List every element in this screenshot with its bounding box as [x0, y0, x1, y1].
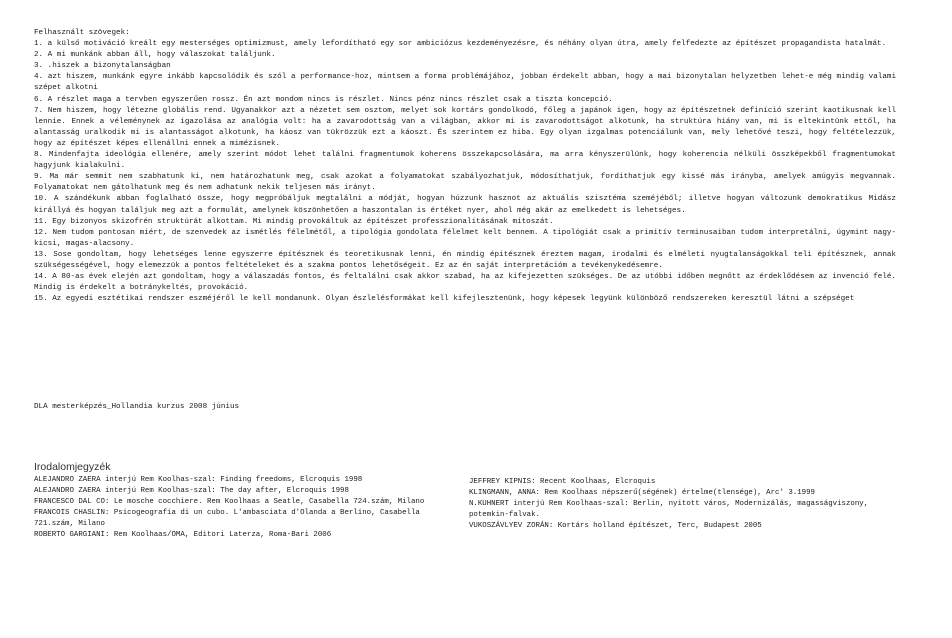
- bibliography-left-column: [34, 475, 462, 540]
- bibliography-entry: KLINGMANN, ANNA: Rem Koolhaas népszerű(ségének) értelme(tlensége), Arc' 3.1999: [469, 488, 815, 497]
- source-item: 6. A részlet maga a tervben egyszerűen rossz. Én azt mondom nincs is részlet. Nincs pénz nincs részlet csak a tiszta koncepció.: [34, 95, 613, 104]
- source-item: 8. Mindenfajta ideológia ellenére, amely szerint módot lehet találni fragmentumok koherens összekapcsolására, ma arra kényszerülünk, hogy koherencia nélküli összképekből fragmentumokat hagyjunk kialakulni.: [34, 151, 896, 171]
- bibliography-entry: ROBERTO GARGIANI: Rem Koolhaas/OMA, Editori Laterza, Roma-Bari 2006: [34, 530, 332, 539]
- source-item: 9. Ma már semmit nem szabhatunk ki, nem határozhatunk meg, csak azokat a folyamatokat szabályozhatjuk, módosíthatjuk, fordíthatjuk egy kissé más irányba, amelyek amúgyis megvannak. Folyamatokat nem gátolhatunk meg és nem adhatunk nekik teljesen más irányt.: [34, 173, 896, 193]
- source-item: 4. azt hiszem, munkánk egyre inkább kapcsolódik és szól a performance-hoz, mintsem a forma problémájához, jobban érdekelt abban, hogy a mai bizonytalan helyzetben lehet-e még mindig valami szépet alkotni: [34, 73, 896, 93]
- bibliography-entry: ALEJANDRO ZAERA interjú Rem Koolhas-szal: The day after, Elcroquis 1998: [34, 486, 349, 495]
- source-item: 7. Nem hiszem, hogy létezne globális rend. Ugyanakkor azt a nézetet sem osztom, melyet sok kortárs gondolkodó, főleg a japánok igen, hogy az építészetnek definíció szerint kaotikusnak kell lennie. Ennek a véleménynek az igazolása az analógia volt: ha a zavarodottság van a világban, akkor mi is zavarodottságot alkotunk, ha struktúra hiány van, mi is eltekintünk ettől, ha alantasság uralkodik mi is alantasságot alkotunk, ha káosz van tükrözzük ezt a káoszt. És szerintem ez hiba. Egy olyan izgalmas potenciálunk van, mely lehetővé teszi, hogy feltételezzük, hogy az építészet képes ellenállni ennek a mimézisnek.: [34, 106, 896, 148]
- source-item: 15. Az egyedi esztétikai rendszer eszméjéről le kell mondanunk. Olyan észlelésformákat kell kifejlesztenünk, hogy képesek legyünk különböző rendszereken keresztül látni a szépséget: [34, 295, 855, 304]
- source-item: 11. Egy bizonyos skizofrén struktúrát alkottam. Mi mindig provokáltuk az építészet professzionalitásának mítoszát.: [34, 217, 554, 226]
- bibliography-entry: JEFFREY KIPNIS: Recent Koolhaas, Elcroquis: [469, 478, 656, 486]
- source-item: 13. Sose gondoltam, hogy lehetséges lenne egyszerre építésznek és teoretikusnak lenni, én mindig építésznek éreztem magam, irodalmi és elméleti nyugtalanságokkal teli építésznek, annak szükségességével, hogy elemezzük a pontos feltételeket és a szakma pontos lehetőségeit. Ez az én saját interpretációm a tevékenykedésemre.: [34, 250, 896, 270]
- bibliography-entry: FRANCOIS CHASLIN: Psicogeografia di un cubo. L'ambasciata d'Olanda a Berlino, Casabella 721.szám, Milano: [34, 508, 420, 528]
- bibliography-entry: N.KUHNERT interjú Rem Koolhaas-szal: Berlin, nyitott város, Modernizálás, magasságviszony, potemkin-falvak.: [469, 499, 869, 519]
- source-item: 2. A mi munkánk abban áll, hogy válaszokat találjunk.: [34, 51, 276, 60]
- source-item: 3. .hiszek a bizonytalanságban: [34, 62, 171, 71]
- source-item: 1. a külső motiváció kreált egy mesterséges optimizmust, amely lefordítható egy sor ambiciózus kezdeményezésre, és néhány olyan útra, amely felfedezte az építészet propagandista hatalmát.: [34, 40, 887, 49]
- source-item: 14. A 80-as évek elején azt gondoltam, hogy a válaszadás fontos, és feltalálni csak akkor szabad, ha az kifejezetten szükséges. De az utóbbi időben megnőtt az érdeklődésem az invenció felé. Mindig is érdekelt a botránykeltés, provokáció.: [34, 273, 896, 293]
- bibliography-entry: ALEJANDRO ZAERA interjú Rem Koolhas-szal: Finding freedoms, Elcroquis 1998: [34, 476, 363, 484]
- course-footer: DLA mesterképzés_Hollandia kurzus 2008 június: [34, 403, 240, 411]
- sources-heading: Felhasznált szövegek:: [34, 29, 130, 37]
- sources-section: [34, 28, 896, 305]
- source-item: 12. Nem tudom pontosan miért, de szenvedek az ismétlés félelmétől, a tipológia gondolata félelmet kelt bennem. A tipológiát csak a primitív terminusaiban tudom interpretálni, úgymint nagy-kicsi, magas-alacsony.: [34, 228, 896, 248]
- bibliography-entry: FRANCESCO DAL CO: Le mosche cocchiere. Rem Koolhaas a Seatle, Casabella 724.szám, Milano: [34, 497, 425, 506]
- bibliography-title: Irodalomjegyzék: [34, 461, 111, 473]
- bibliography-right-column: [469, 477, 899, 532]
- source-item: 10. A szándékunk abban foglalható össze, hogy megpróbáljuk megtalálni a módját, hogyan húzzunk hasznot az aktuális szisztéma szeméjéből; illetve hogyan változunk demokratikus Midász királlyá és hogyan találjuk meg azt a formulát, amelynek köszönhetően a haszontalan is értéket nyer, ahol még akár az emelkedett is lehetséges.: [34, 195, 896, 215]
- bibliography-entry: VUKOSZÁVLYEV ZORÁN: Kortárs holland építészet, Terc, Budapest 2005: [469, 521, 762, 530]
